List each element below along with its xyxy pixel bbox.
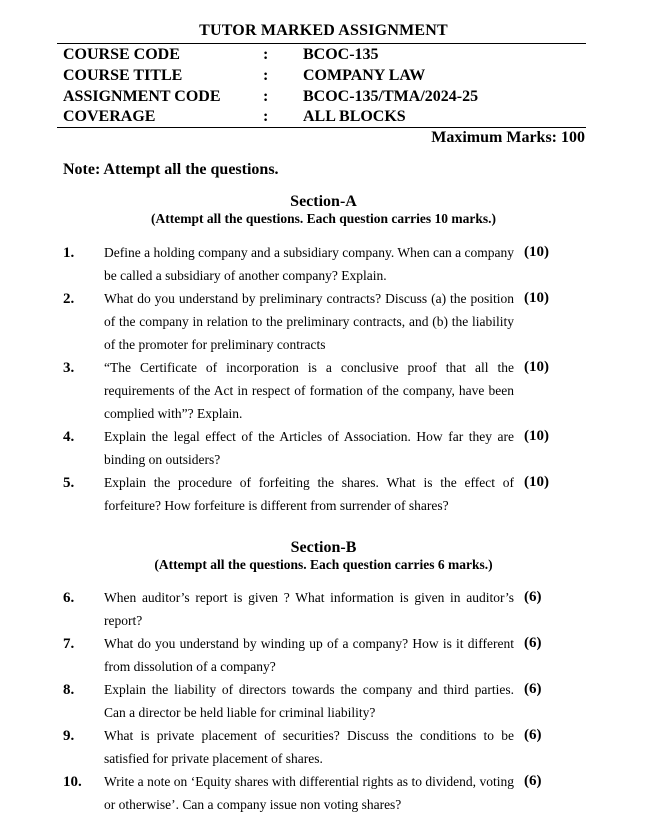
question-number: 2. [63, 291, 75, 307]
question-text: What is private placement of securities? Discuss the conditions to be satisfied for private placement of shares. [104, 728, 514, 766]
question-number: 9. [63, 728, 75, 744]
question-marks: (6) [524, 589, 542, 605]
question-text: Explain the procedure of forfeiting the shares. What is the effect of forfeiture? How forfeiture is different from surrender of shares? [104, 475, 514, 513]
question-text: “The Certificate of incorporation is a conclusive proof that all the requirements of the Act in respect of formation of the company, have been complied with”? Explain. [104, 360, 514, 421]
meta-value: BCOC-135 [303, 46, 379, 63]
document-title: TUTOR MARKED ASSIGNMENT [199, 22, 448, 39]
top-rule [57, 43, 586, 44]
question-number: 1. [63, 245, 75, 261]
meta-value: BCOC-135/TMA/2024-25 [303, 88, 479, 105]
question-text: Explain the legal effect of the Articles of Association. How far they are binding on outsiders? [104, 429, 514, 467]
question-marks: (10) [524, 474, 549, 490]
question-marks: (10) [524, 359, 549, 375]
question-marks: (6) [524, 727, 542, 743]
question-text: What do you understand by preliminary contracts? Discuss (a) the position of the company in relation to the preliminary contracts, and (b) the liability of the promoter for preliminary contracts [104, 291, 514, 352]
meta-key: ASSIGNMENT CODE [63, 88, 221, 105]
question-marks: (6) [524, 681, 542, 697]
question-marks: (6) [524, 773, 542, 789]
question-number: 3. [63, 360, 75, 376]
question-marks: (10) [524, 244, 549, 260]
maximum-marks: Maximum Marks: 100 [431, 129, 585, 146]
section-a-instruction: (Attempt all the questions. Each question carries 10 marks.) [151, 211, 496, 226]
meta-separator: : [263, 88, 269, 105]
question-text: Define a holding company and a subsidiary company. When can a company be called a subsidiary of another company? Explain. [104, 245, 514, 283]
question-number: 4. [63, 429, 75, 445]
question-text: When auditor’s report is given ? What information is given in auditor’s report? [104, 590, 514, 628]
note: Note: Attempt all the questions. [63, 161, 279, 178]
section-b-title: Section-B [290, 539, 357, 556]
meta-separator: : [263, 67, 269, 84]
meta-value: ALL BLOCKS [303, 108, 406, 125]
question-number: 8. [63, 682, 75, 698]
meta-separator: : [263, 46, 269, 63]
question-marks: (10) [524, 428, 549, 444]
meta-key: COURSE CODE [63, 46, 180, 63]
question-number: 6. [63, 590, 75, 606]
meta-bottom-rule [57, 127, 586, 128]
question-text: Write a note on ‘Equity shares with differential rights as to dividend, voting or otherwise’. Can a company issue non voting shares? [104, 774, 514, 812]
question-marks: (10) [524, 290, 549, 306]
section-b-instruction: (Attempt all the questions. Each question carries 6 marks.) [154, 557, 493, 572]
question-number: 7. [63, 636, 75, 652]
section-a-title: Section-A [290, 193, 357, 210]
question-text: Explain the liability of directors towards the company and third parties. Can a director be held liable for criminal liability? [104, 682, 514, 720]
meta-value: COMPANY LAW [303, 67, 426, 84]
question-number: 5. [63, 475, 75, 491]
meta-separator: : [263, 108, 269, 125]
question-number: 10. [63, 774, 82, 790]
question-text: What do you understand by winding up of a company? How is it different from dissolution of a company? [104, 636, 514, 674]
question-marks: (6) [524, 635, 542, 651]
meta-key: COVERAGE [63, 108, 156, 125]
meta-key: COURSE TITLE [63, 67, 183, 84]
